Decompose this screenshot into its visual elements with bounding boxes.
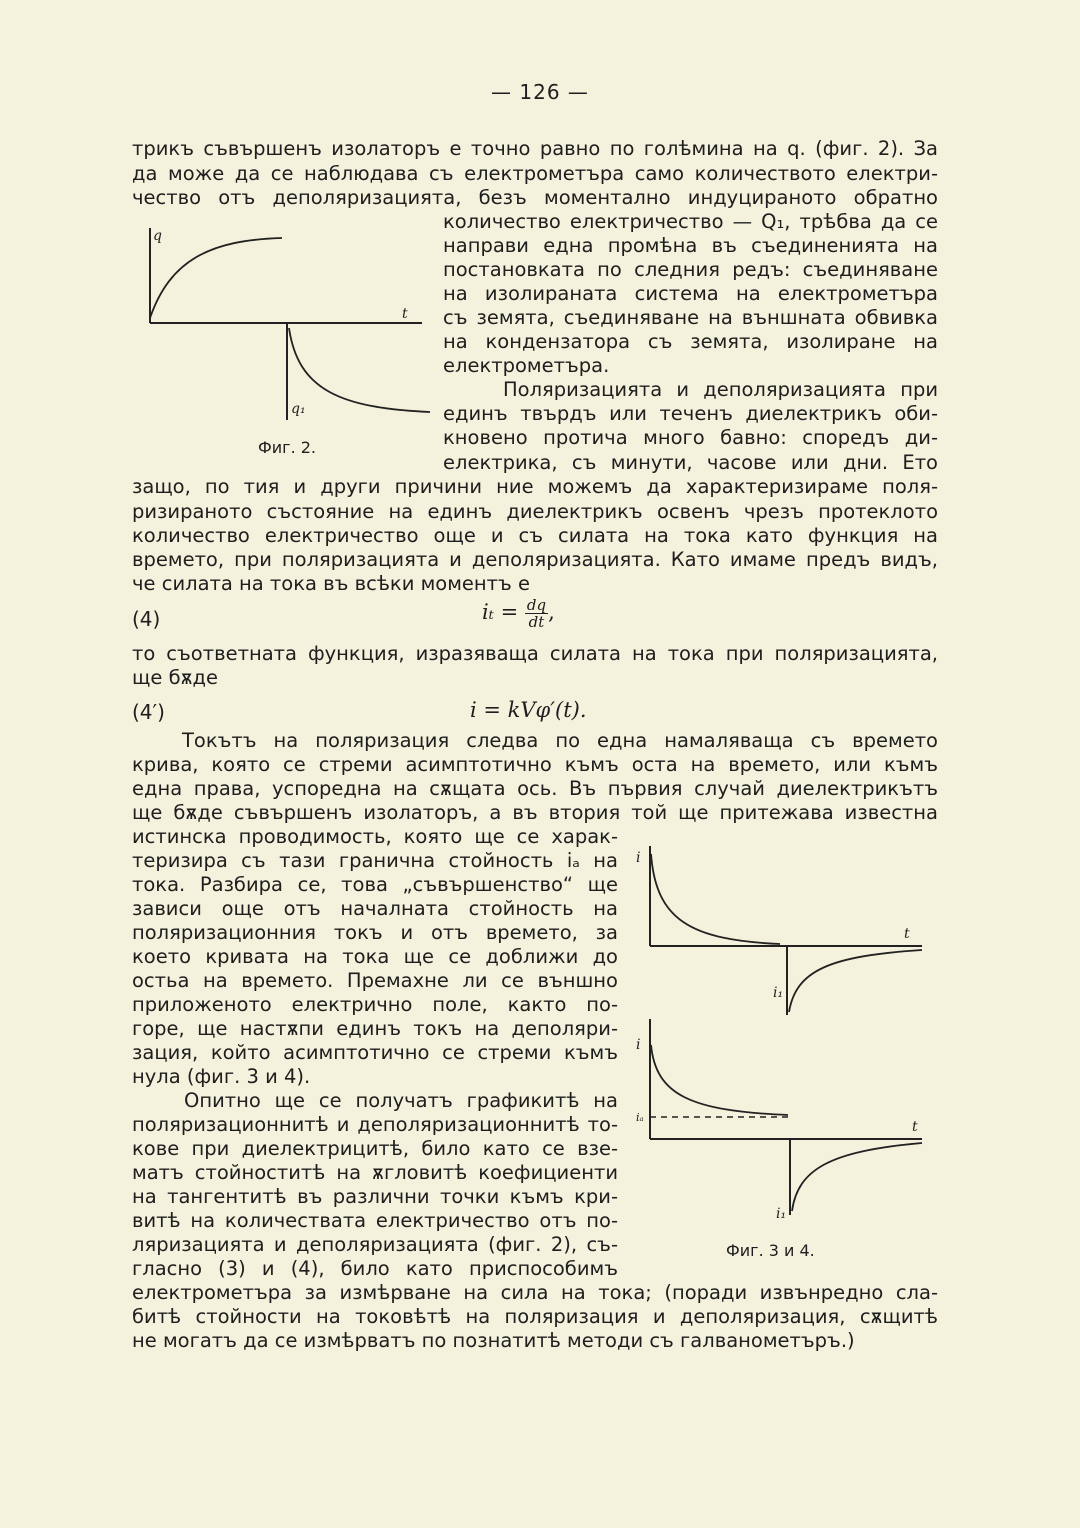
text-line: единъ твърдъ или теченъ диелектрикъ оби- [443,402,938,425]
text-line: ще бѫде [132,666,218,689]
page-number: — 126 — [491,80,589,104]
equation-number: (4) [132,607,161,631]
text-line: на тангентитѣ въ различни точки къмъ кри- [132,1185,618,1208]
t-label: t [912,1119,918,1135]
text-line: на изолираната система на електрометъра [443,282,938,305]
fraction-denominator: dt [528,613,545,631]
text-line: на кондензатора съ земята, изолиране на [443,330,938,353]
text-line: електрометъра за измѣрване на сила на тока; (поради извънредно сла- [132,1281,938,1304]
text-line: да може да се наблюдава съ електрометъра само количеството електри- [132,162,938,185]
text-line: матъ стойноститѣ на ѫгловитѣ коефициенти [132,1161,618,1184]
text-line: количество електричество още и съ силата на тока като функция на [132,524,938,547]
text-line: теризира съ тази гранична стойность iₐ на [132,849,618,872]
equation-4-prime: i = kVφ′(t). [470,698,587,722]
polarization-curve [651,854,780,944]
text-line: зависи още отъ началната стойность на [132,897,618,920]
text-line: чество отъ деполяризацията, безъ моментално индуцираното обратно [132,186,938,209]
text-line: тока. Разбира се, това „съвършенство“ ще [132,873,618,896]
text-line: то съответната функция, изразяваща силата на тока при поляризацията, [132,642,938,665]
text-line: времето, при поляризацията и деполяризацията. Като имаме предъ видъ, [132,548,938,571]
text-line: ризираното състояние на единъ диелектрикъ освенъ чрезъ протеклото [132,500,938,523]
figure-2 [140,220,440,450]
text-line: ще бѫде съвършенъ изолаторъ, а въ втория той ще притежава известна [132,801,938,824]
equation-number: (4′) [132,700,165,724]
text-line: направи една промѣна въ съединенията на [443,234,938,257]
text-line: Токътъ на поляризация следва по една намаляваща съ времето [182,729,938,752]
figure-2-caption: Фиг. 2. [258,438,317,457]
text-line: защо, по тия и други причини ние можемъ да характеризираме поля- [132,475,938,498]
text-line: горе, ще настѫпи единъ токъ на деполяри- [132,1017,618,1040]
depolarization-curve [289,328,430,412]
text-line: количество електричество — Q₁, трѣбва да се [443,210,938,233]
t-label: t [402,306,408,322]
depolarization-curve [792,1143,922,1211]
ia-label: iₐ [636,1111,644,1124]
fraction [525,597,548,630]
text-line: поляризационния токъ и отъ времето, за [132,921,618,944]
text-line: зация, който асимптотично се стреми къмъ [132,1041,618,1064]
equation-tail: , [548,600,555,624]
equation-4 [482,597,555,630]
text-line: което кривата на тока ще се доближи до [132,945,618,968]
text-line: гласно (3) и (4), било като приспособимъ [132,1257,618,1280]
q1-label: q₁ [291,401,306,417]
i-label: i [636,1037,641,1053]
equation-lhs: iₜ = [482,600,519,624]
text-line: кове при диелектрицитѣ, било като се взе- [132,1137,618,1160]
text-line: приложеното електрично поле, както по- [132,993,618,1016]
text-line: една права, успоредна на сѫщата ось. Въ първия случай диелектрикътъ [132,777,938,800]
text-line: съ земята, съединяване на външната обвивка [443,306,938,329]
depolarization-curve [789,950,922,1012]
text-line: ляризацията и деполяризацията (фиг. 2), съ- [132,1233,618,1256]
fraction-numerator: dq [526,596,547,614]
i-label: i [636,850,641,866]
i1-label: i₁ [776,1206,787,1222]
q-label: q [153,228,162,244]
charge-curve [150,238,282,318]
figure-4 [630,1015,930,1230]
text-line: електрометъра. [443,354,610,377]
figure-3-4-caption: Фиг. 3 и 4. [726,1241,815,1260]
text-line: остьа на времето. Премахне ли се външно [132,969,618,992]
t-label: t [904,926,910,942]
i1-label: i₁ [773,985,784,1001]
text-line: електрика, съ минути, часове или дни. Ето [443,451,938,474]
text-line: Опитно ще се получатъ графикитѣ на [184,1089,618,1112]
text-line: не могатъ да се измѣрватъ по познатитѣ методи съ галванометъръ.) [132,1329,855,1352]
text-line: кновено протича много бавно: споредъ ди- [443,426,938,449]
text-line: че силата на тока въ всѣки моментъ е [132,572,531,595]
text-line: трикъ съвършенъ изолаторъ е точно равно по голѣмина на q. (фиг. 2). За [132,137,938,160]
figure-3 [630,840,930,1030]
text-line: витѣ на количествата електричество отъ по- [132,1209,618,1232]
text-line: Поляризацията и деполяризацията при [503,378,938,401]
text-line: постановката по следния редъ: съединяване [443,258,938,281]
text-line: поляризационнитѣ и деполяризационнитѣ то- [132,1113,618,1136]
text-line: истинска проводимость, която ще се харак- [132,825,618,848]
polarization-curve [651,1045,788,1115]
text-line: нула (фиг. 3 и 4). [132,1065,311,1088]
text-line: крива, която се стреми асимптотично къмъ оста на времето, или къмъ [132,753,938,776]
text-line: битѣ стойности на токовѣтѣ на поляризация и деполяризация, сѫщитѣ [132,1305,938,1328]
